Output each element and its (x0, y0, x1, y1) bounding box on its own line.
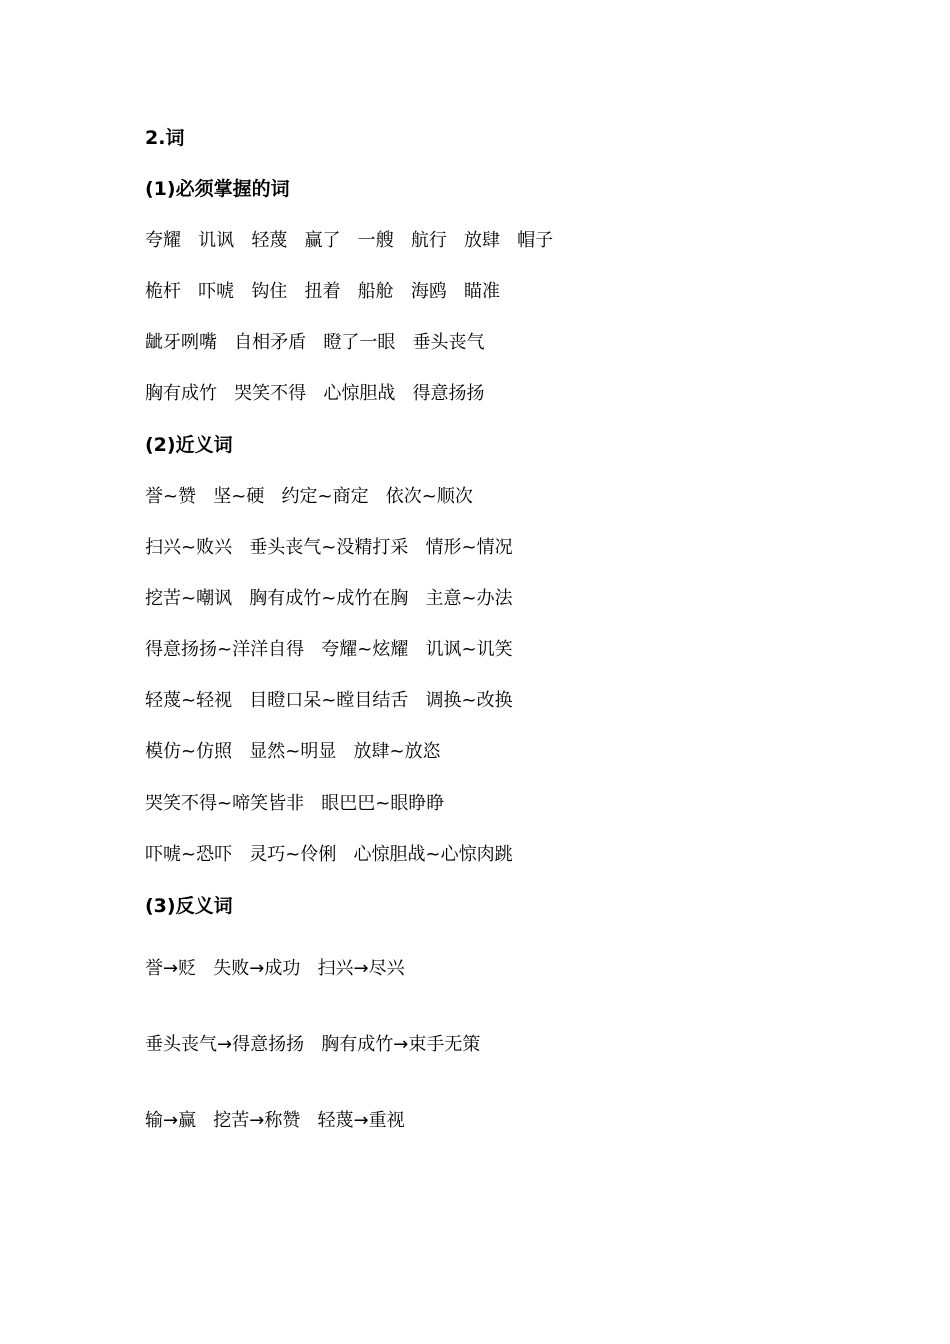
antonym-line: 垂头丧气→得意扬扬 胸有成竹→束手无策 (145, 1034, 481, 1055)
subsection-heading-antonyms: (3)反义词 (145, 895, 233, 917)
word-line: 龇牙咧嘴 自相矛盾 瞪了一眼 垂头丧气 (145, 332, 485, 353)
synonym-line: 哭笑不得~啼笑皆非 眼巴巴~眼睁睁 (145, 793, 445, 814)
synonym-line: 模仿~仿照 显然~明显 放肆~放恣 (145, 741, 441, 762)
synonym-line: 扫兴~败兴 垂头丧气~没精打采 情形~情况 (145, 537, 513, 558)
synonym-line: 轻蔑~轻视 目瞪口呆~瞠目结舌 调换~改换 (145, 690, 513, 711)
word-line: 桅杆 吓唬 钩住 扭着 船舱 海鸥 瞄准 (145, 281, 500, 302)
subsection-heading-synonyms: (2)近义词 (145, 434, 233, 456)
synonym-line: 得意扬扬~洋洋自得 夸耀~炫耀 讥讽~讥笑 (145, 639, 513, 660)
word-line: 胸有成竹 哭笑不得 心惊胆战 得意扬扬 (145, 383, 485, 404)
word-line: 夸耀 讥讽 轻蔑 赢了 一艘 航行 放肆 帽子 (145, 230, 554, 251)
synonym-line: 挖苦~嘲讽 胸有成竹~成竹在胸 主意~办法 (145, 588, 513, 609)
antonym-line: 输→赢 挖苦→称赞 轻蔑→重视 (145, 1110, 405, 1131)
synonym-line: 誉~赞 坚~硬 约定~商定 依次~顺次 (145, 486, 473, 507)
synonym-line: 吓唬~恐吓 灵巧~伶俐 心惊胆战~心惊肉跳 (145, 844, 513, 865)
section-title: 2.词 (145, 127, 185, 149)
antonym-line: 誉→贬 失败→成功 扫兴→尽兴 (145, 958, 405, 979)
subsection-heading-must-master: (1)必须掌握的词 (145, 178, 290, 200)
